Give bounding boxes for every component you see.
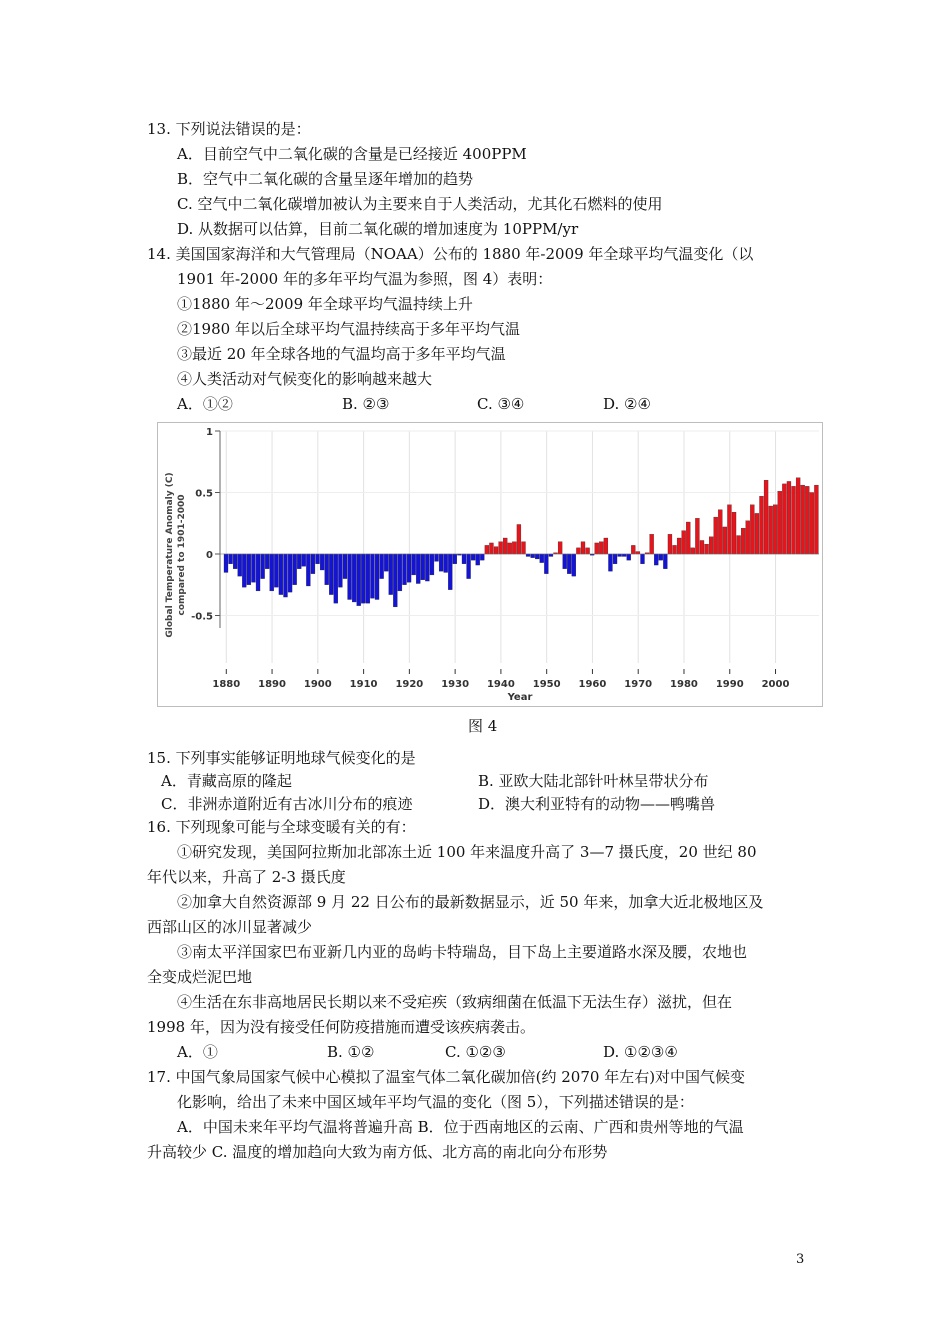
bar-1979 <box>677 538 681 554</box>
bar-1885 <box>247 554 251 585</box>
bar-1948 <box>535 554 539 559</box>
bar-1987 <box>714 517 718 554</box>
bar-1894 <box>288 554 292 592</box>
temperature-anomaly-chart <box>157 422 823 707</box>
q16-item-1-line2: 年代以来，升高了 2-3 摄氏度 <box>147 868 346 886</box>
y-tick-label: 0.5 <box>195 488 213 500</box>
q13-stem: 13. 下列说法错误的是： <box>147 120 311 138</box>
chart-canvas <box>158 423 822 706</box>
q14-statement-1: ①1880 年～2009 年全球平均气温持续上升 <box>177 295 473 313</box>
q14-option-d: D. ②④ <box>603 395 651 413</box>
bar-1891 <box>274 554 278 587</box>
bar-1887 <box>256 554 260 591</box>
x-axis-label: Year <box>507 692 533 703</box>
bar-1955 <box>567 554 571 574</box>
bar-1953 <box>558 542 562 554</box>
bar-1937 <box>485 545 489 554</box>
y-tick-label: 0 <box>206 550 213 561</box>
bar-1973 <box>650 534 654 554</box>
q14-option-a: A．①② <box>177 395 233 413</box>
bar-1940 <box>499 542 503 554</box>
bar-2009 <box>814 485 818 554</box>
bar-1939 <box>494 547 498 554</box>
bar-1991 <box>732 512 736 554</box>
bar-1921 <box>412 554 416 575</box>
bar-1995 <box>750 505 754 554</box>
bar-2002 <box>782 484 786 554</box>
bar-1932 <box>462 554 466 564</box>
bar-1895 <box>293 554 297 585</box>
bar-1912 <box>370 554 374 598</box>
bar-1967 <box>622 554 626 556</box>
bar-2001 <box>778 491 782 554</box>
q17-options-line2: 升高较少 C. 温度的增加趋向大致为南方低、北方高的南北向分布形势 <box>147 1143 608 1161</box>
bar-1983 <box>695 518 699 554</box>
x-tick-label: 1960 <box>578 679 607 690</box>
bar-1994 <box>746 521 750 554</box>
q16-item-2-line2: 西部山区的冰川显著减少 <box>147 918 313 936</box>
bar-1899 <box>311 554 315 574</box>
bar-1949 <box>540 554 544 563</box>
bar-1916 <box>389 554 393 595</box>
bar-1936 <box>480 554 484 560</box>
bar-1902 <box>325 554 329 585</box>
bar-1996 <box>755 513 759 554</box>
bar-1915 <box>384 554 388 571</box>
q15-stem: 15. 下列事实能够证明地球气候变化的是 <box>147 749 416 767</box>
bar-1957 <box>576 548 580 554</box>
bar-1880 <box>224 554 228 572</box>
bar-1928 <box>444 554 448 572</box>
q14-statement-3: ③最近 20 年全球各地的气温均高于多年平均气温 <box>177 345 506 363</box>
x-tick-label: 1880 <box>212 679 241 690</box>
bar-1965 <box>613 554 617 564</box>
bar-1988 <box>718 510 722 554</box>
q15-option-c: C．非洲赤道附近有古冰川分布的痕迹 <box>161 795 413 813</box>
q16-item-3-line1: ③南太平洋国家巴布亚新几内亚的岛屿卡特瑞岛，目下岛上主要道路水深及腰，农地也 <box>177 943 748 961</box>
q16-item-1-line1: ①研究发现，美国阿拉斯加北部冻土近 100 年来温度升高了 3—7 摄氏度，20 世纪 80 <box>177 843 757 861</box>
y-tick-label: 1 <box>206 427 213 438</box>
bar-1975 <box>659 554 663 560</box>
bar-1959 <box>586 548 590 554</box>
bar-1958 <box>581 542 585 554</box>
bar-1882 <box>233 554 237 569</box>
bar-1968 <box>627 554 631 560</box>
x-tick-label: 1950 <box>532 679 561 690</box>
bar-2000 <box>773 505 777 554</box>
bar-1886 <box>251 554 255 582</box>
bar-1926 <box>435 554 439 561</box>
page-number: 3 <box>796 1252 805 1267</box>
bar-1954 <box>563 554 567 569</box>
bar-1930 <box>453 554 457 564</box>
bar-1904 <box>334 554 338 603</box>
bar-1944 <box>517 524 521 554</box>
y-axis-label-line2: compared to 1901-2000 <box>177 494 187 616</box>
bar-1943 <box>512 542 516 554</box>
bar-1929 <box>448 554 452 590</box>
bar-1919 <box>403 554 407 585</box>
bar-1905 <box>338 554 342 587</box>
q17-stem-line2: 化影响，给出了未来中国区域年平均气温的变化（图 5），下列描述错误的是： <box>177 1093 694 1111</box>
bar-1964 <box>608 554 612 571</box>
figure-caption: 图 4 <box>468 717 498 735</box>
bar-1974 <box>654 554 658 565</box>
q16-option-c: C. ①②③ <box>445 1043 506 1061</box>
y-axis-label <box>165 472 187 637</box>
bar-1901 <box>320 554 324 570</box>
bar-1970 <box>636 552 640 554</box>
q14-statement-4: ④人类活动对气候变化的影响越来越大 <box>177 370 433 388</box>
bar-1893 <box>284 554 288 597</box>
bar-1986 <box>709 537 713 554</box>
bar-1896 <box>297 554 301 569</box>
q16-option-a: A．① <box>177 1043 218 1061</box>
q16-option-d: D. ①②③④ <box>603 1043 678 1061</box>
bar-1966 <box>618 554 622 556</box>
y-axis-label-line1: Global Temperature Anomaly (C) <box>165 472 175 638</box>
bar-1981 <box>686 522 690 554</box>
bar-1980 <box>682 531 686 554</box>
q16-item-2-line1: ②加拿大自然资源部 9 月 22 日公布的最新数据显示，近 50 年来，加拿大近北极地区及 <box>177 893 764 911</box>
bar-2004 <box>792 486 796 554</box>
bar-1990 <box>727 505 731 554</box>
bar-1962 <box>599 542 603 554</box>
bar-1918 <box>398 554 402 591</box>
bar-1978 <box>673 545 677 554</box>
q16-stem: 16. 下列现象可能与全球变暖有关的有： <box>147 818 416 836</box>
x-axis-ticks <box>212 669 789 690</box>
bar-1925 <box>430 554 434 575</box>
bar-1900 <box>316 554 320 564</box>
bar-1934 <box>471 554 475 560</box>
bar-1913 <box>375 554 379 600</box>
bar-1935 <box>476 554 480 565</box>
bar-1982 <box>691 548 695 554</box>
bar-2008 <box>810 493 814 555</box>
bar-1881 <box>229 554 233 564</box>
bar-1976 <box>663 554 667 569</box>
bar-1909 <box>357 554 361 606</box>
bar-1897 <box>302 554 306 566</box>
y-axis-ticks <box>191 427 220 628</box>
bar-1917 <box>393 554 397 607</box>
bar-1922 <box>416 554 420 584</box>
bar-1914 <box>380 554 384 579</box>
bar-1907 <box>348 554 352 600</box>
x-tick-label: 1890 <box>258 679 286 690</box>
q16-item-3-line2: 全变成烂泥巴地 <box>147 968 253 986</box>
bar-1992 <box>737 536 741 554</box>
bar-1884 <box>242 554 246 587</box>
bar-1945 <box>522 542 526 554</box>
q16-option-b: B. ①② <box>327 1043 375 1061</box>
bar-1924 <box>425 554 429 581</box>
bar-1947 <box>531 554 535 558</box>
q16-item-4-line1: ④生活在东非高地居民长期以来不受疟疾（致病细菌在低温下无法生存）滋扰，但在 <box>177 993 733 1011</box>
bar-1898 <box>306 554 310 586</box>
bar-1984 <box>700 540 704 554</box>
x-tick-label: 1910 <box>349 679 378 690</box>
bar-1951 <box>549 554 553 556</box>
q14-option-c: C. ③④ <box>477 395 525 413</box>
bar-1941 <box>503 538 507 554</box>
x-tick-label: 1990 <box>715 679 744 690</box>
x-tick-label: 2000 <box>761 679 790 690</box>
bar-1911 <box>366 554 370 603</box>
bar-1985 <box>705 544 709 554</box>
bar-2007 <box>805 486 809 554</box>
bar-1997 <box>760 496 764 554</box>
bar-1989 <box>723 527 727 554</box>
q13-option-c: C. 空气中二氧化碳增加被认为主要来自于人类活动，尤其化石燃料的使用 <box>177 195 663 213</box>
q14-statement-2: ②1980 年以后全球平均气温持续高于多年平均气温 <box>177 320 520 338</box>
q14-stem-line2: 1901 年-2000 年的多年平均气温为参照，图 4）表明： <box>177 270 553 288</box>
bar-1888 <box>261 554 265 579</box>
x-tick-label: 1980 <box>670 679 698 690</box>
bar-1977 <box>668 534 672 554</box>
q17-stem-line1: 17. 中国气象局国家气候中心模拟了温室气体二氧化碳加倍(约 2070 年左右)对中国气候变 <box>147 1068 746 1086</box>
bar-1999 <box>769 506 773 554</box>
x-tick-label: 1900 <box>303 679 332 690</box>
chart-bars <box>220 478 819 607</box>
bar-1927 <box>439 554 443 571</box>
bar-1998 <box>764 480 768 554</box>
q14-option-b: B. ②③ <box>342 395 390 413</box>
bar-1993 <box>741 528 745 554</box>
bar-1946 <box>526 554 530 556</box>
x-tick-label: 1940 <box>486 679 515 690</box>
bar-2006 <box>801 485 805 554</box>
q13-option-b: B．空气中二氧化碳的含量呈逐年增加的趋势 <box>177 170 474 188</box>
x-tick-label: 1930 <box>441 679 470 690</box>
q16-item-4-line2: 1998 年，因为没有接受任何防疫措施而遭受该疾病袭击。 <box>147 1018 535 1036</box>
y-tick-label: -0.5 <box>191 611 213 623</box>
bar-1920 <box>407 554 411 582</box>
bar-1961 <box>595 543 599 554</box>
bar-1956 <box>572 554 576 576</box>
bar-1933 <box>467 554 471 579</box>
q15-option-a: A．青藏高原的隆起 <box>161 772 292 790</box>
bar-1906 <box>343 554 347 579</box>
bar-1963 <box>604 538 608 554</box>
bar-1883 <box>238 554 242 576</box>
q13-option-a: A．目前空气中二氧化碳的含量是已经接近 400PPM <box>177 145 527 163</box>
x-tick-label: 1920 <box>395 679 424 690</box>
bar-1890 <box>270 554 274 591</box>
q14-stem-line1: 14. 美国国家海洋和大气管理局（NOAA）公布的 1880 年-2009 年全球平均气温变化（以 <box>147 245 754 263</box>
bar-1910 <box>361 554 365 603</box>
bar-1889 <box>265 554 269 569</box>
bar-1938 <box>489 543 493 554</box>
q15-option-d: D．澳大利亚特有的动物——鸭嘴兽 <box>478 795 716 813</box>
bar-1971 <box>641 554 645 564</box>
bar-1908 <box>352 554 356 602</box>
bar-1942 <box>508 543 512 554</box>
bar-1903 <box>329 554 333 595</box>
bar-1892 <box>279 554 283 595</box>
bar-2003 <box>787 481 791 554</box>
q13-option-d: D. 从数据可以估算，目前二氧化碳的增加速度为 10PPM/yr <box>177 220 579 238</box>
bar-1950 <box>544 554 548 574</box>
bar-1969 <box>631 545 635 554</box>
q17-options-line1: A．中国未来年平均气温将普遍升高 B．位于西南地区的云南、广西和贵州等地的气温 <box>177 1118 744 1136</box>
bar-2005 <box>796 478 800 554</box>
q15-option-b: B. 亚欧大陆北部针叶林呈带状分布 <box>478 772 709 790</box>
bar-1923 <box>421 554 425 580</box>
x-tick-label: 1970 <box>624 679 653 690</box>
